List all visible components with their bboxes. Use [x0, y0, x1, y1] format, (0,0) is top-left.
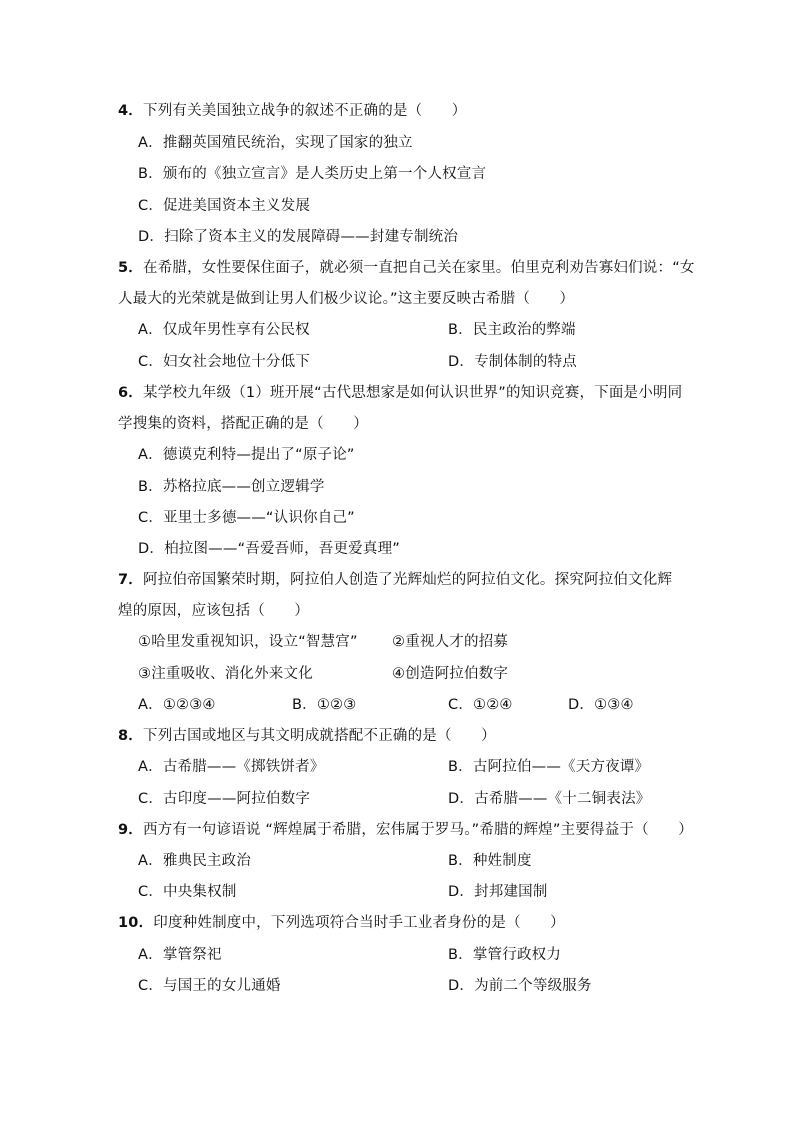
question-9-option-b[interactable]: B．种姓制度 [448, 853, 532, 869]
question-7-stem-line-1 [118, 570, 672, 590]
question-10-option-c[interactable]: C．与国王的女儿通婚 [138, 978, 281, 994]
question-text: 印度种姓制度中，下列选项符合当时手工业者身份的是（ ） [153, 915, 565, 931]
question-9-option-a[interactable]: A．雅典民主政治 [138, 853, 252, 869]
question-9-option-c[interactable]: C．中央集权制 [138, 884, 237, 900]
question-5-stem-line-1 [118, 258, 695, 278]
question-9-option-d[interactable]: D．封邦建国制 [448, 884, 548, 900]
question-6-stem-line-2: 学搜集的资料，搭配正确的是（ ） [118, 416, 368, 432]
question-4-option-a[interactable]: A．推翻英国殖民统治，实现了国家的独立 [138, 135, 413, 151]
question-8-option-a[interactable]: A．古希腊——《掷铁饼者》 [138, 759, 325, 775]
question-7-option-a[interactable]: A．①②③④ [138, 697, 216, 713]
question-8-option-c[interactable]: C．古印度——阿拉伯数字 [138, 791, 311, 807]
question-5-stem-line-2: 人最大的光荣就是做到让男人们极少议论。”这主要反映古希腊（ ） [118, 291, 575, 307]
question-6-option-a[interactable]: A．德谟克利特—提出了“原子论” [138, 447, 355, 463]
question-7-option-d[interactable]: D．①③④ [568, 697, 634, 713]
question-4-option-d[interactable]: D．扫除了资本主义的发展障碍——封建专制统治 [138, 229, 459, 245]
question-4-stem [118, 101, 466, 121]
question-4-option-c[interactable]: C．促进美国资本主义发展 [138, 198, 311, 214]
question-text: 下列有关美国独立战争的叙述不正确的是（ ） [143, 103, 467, 119]
question-number: 4． [118, 103, 143, 119]
question-text: 下列古国或地区与其文明成就搭配不正确的是（ ） [143, 728, 496, 744]
question-number: 5． [118, 260, 143, 276]
question-10-option-b[interactable]: B．掌管行政权力 [448, 947, 562, 963]
question-5-option-b[interactable]: B．民主政治的弊端 [448, 322, 576, 338]
question-10-stem [118, 913, 565, 933]
question-7-option-c[interactable]: C．①②④ [448, 697, 513, 713]
question-4-option-b[interactable]: B．颁布的《独立宣言》是人类历史上第一个人权宣言 [138, 166, 487, 182]
question-5-option-c[interactable]: C．妇女社会地位十分低下 [138, 354, 311, 370]
question-7-item-3: ③注重吸收、消化外来文化 [138, 666, 313, 682]
question-number: 9． [118, 822, 143, 838]
question-8-option-d[interactable]: D．古希腊——《十二铜表法》 [448, 791, 651, 807]
question-number: 8． [118, 728, 143, 744]
question-text: 某学校九年级（1）班开展“古代思想家是如何认识世界”的知识竞赛，下面是小明同 [143, 385, 683, 401]
question-5-option-a[interactable]: A．仅成年男性享有公民权 [138, 322, 310, 338]
question-6-option-d[interactable]: D．柏拉图——“吾爱吾师，吾更爱真理” [138, 541, 400, 557]
question-6-option-b[interactable]: B．苏格拉底——创立逻辑学 [138, 479, 325, 495]
question-number: 10． [118, 915, 154, 931]
question-7-item-4: ④创造阿拉伯数字 [392, 666, 509, 682]
question-6-option-c[interactable]: C．亚里士多德——“认识你自己” [138, 510, 355, 526]
question-text: 在希腊，女性要保住面子，就必须一直把自己关在家里。伯里克利劝告寡妇们说：“女 [143, 260, 695, 276]
question-7-item-1: ①哈里发重视知识，设立“智慧宫” [138, 634, 358, 650]
question-8-option-b[interactable]: B．古阿拉伯——《天方夜谭》 [448, 759, 650, 775]
question-10-option-d[interactable]: D．为前二个等级服务 [448, 978, 592, 994]
question-number: 7． [118, 572, 143, 588]
question-7-option-b[interactable]: B．①②③ [292, 697, 357, 713]
question-7-item-2: ②重视人才的招募 [392, 634, 509, 650]
question-5-option-d[interactable]: D．专制体制的特点 [448, 354, 577, 370]
question-text: 西方有一句谚语说 “辉煌属于希腊，宏伟属于罗马。”希腊的辉煌”主要得益于（ ） [143, 822, 693, 838]
question-9-stem [118, 820, 693, 840]
question-10-option-a[interactable]: A．掌管祭祀 [138, 947, 222, 963]
question-number: 6． [118, 385, 143, 401]
question-6-stem-line-1 [118, 383, 682, 403]
question-7-stem-line-2: 煌的原因，应该包括（ ） [118, 603, 310, 619]
question-text: 阿拉伯帝国繁荣时期，阿拉伯人创造了光辉灿烂的阿拉伯文化。探究阿拉伯文化辉 [143, 572, 673, 588]
question-8-stem [118, 726, 496, 746]
